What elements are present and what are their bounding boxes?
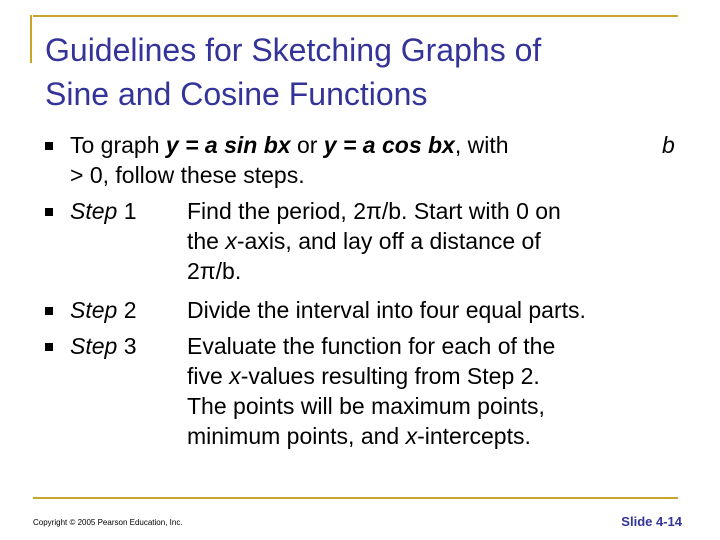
step3-line2a: five (187, 363, 230, 389)
slide-title (45, 28, 685, 116)
step1-line3: 2π/b. (187, 258, 242, 284)
bullet-marker (45, 208, 53, 216)
bullet1-or: or (290, 132, 324, 158)
bullet-marker (45, 307, 53, 315)
step3-line4 (187, 421, 531, 451)
step3-line2 (187, 361, 540, 391)
step3-line4a: minimum points, and (187, 423, 406, 449)
step2-label (70, 295, 137, 325)
bullet-marker (45, 343, 53, 351)
step3-line4b: -intercepts. (417, 423, 531, 449)
step3-line2b: -values resulting from Step 2. (240, 363, 540, 389)
footer-rule (33, 497, 678, 499)
step1-line2b: -axis, and lay off a distance of (236, 228, 541, 254)
step1-label (70, 196, 137, 226)
step2-label-num: 2 (117, 297, 137, 323)
bullet1-intro: To graph (70, 132, 166, 158)
step1-label-num: 1 (117, 198, 137, 224)
title-top-rule (33, 15, 678, 17)
cosine-expression: y = a cos bx (323, 132, 455, 158)
bullet1-with: , with (454, 132, 509, 158)
slide-title-line1: Guidelines for Sketching Graphs of (45, 32, 542, 68)
step3-label-word: Step (70, 333, 118, 359)
step3-line1: Evaluate the function for each of the (187, 333, 556, 359)
sine-expression: y = a sin bx (165, 132, 291, 158)
step3-label (70, 331, 137, 361)
step1-line2a: the (187, 228, 226, 254)
bullet-marker (45, 142, 53, 150)
step3-label-num: 3 (117, 333, 137, 359)
bullet1-line2: > 0, follow these steps. (70, 162, 305, 188)
step1-line1: Find the period, 2π/b. Start with 0 on (187, 198, 561, 224)
step3-line3: The points will be maximum points, (187, 393, 545, 419)
title-left-rule (30, 15, 32, 63)
bullet1-b: b (662, 132, 675, 158)
step3-line2-x: x (229, 363, 241, 389)
step2-label-word: Step (70, 297, 118, 323)
slide-title-line2: Sine and Cosine Functions (45, 76, 428, 112)
step3-line4-x: x (405, 423, 418, 449)
bullet1-line1 (70, 130, 509, 160)
slide-number: Slide 4-14 (621, 514, 682, 529)
step1-label-word: Step (70, 198, 118, 224)
step2-line1: Divide the interval into four equal parts. (187, 297, 586, 323)
step1-line2 (187, 226, 541, 256)
copyright-notice: Copyright © 2005 Pearson Education, Inc. (33, 518, 183, 527)
step1-line2-x: x (225, 228, 237, 254)
